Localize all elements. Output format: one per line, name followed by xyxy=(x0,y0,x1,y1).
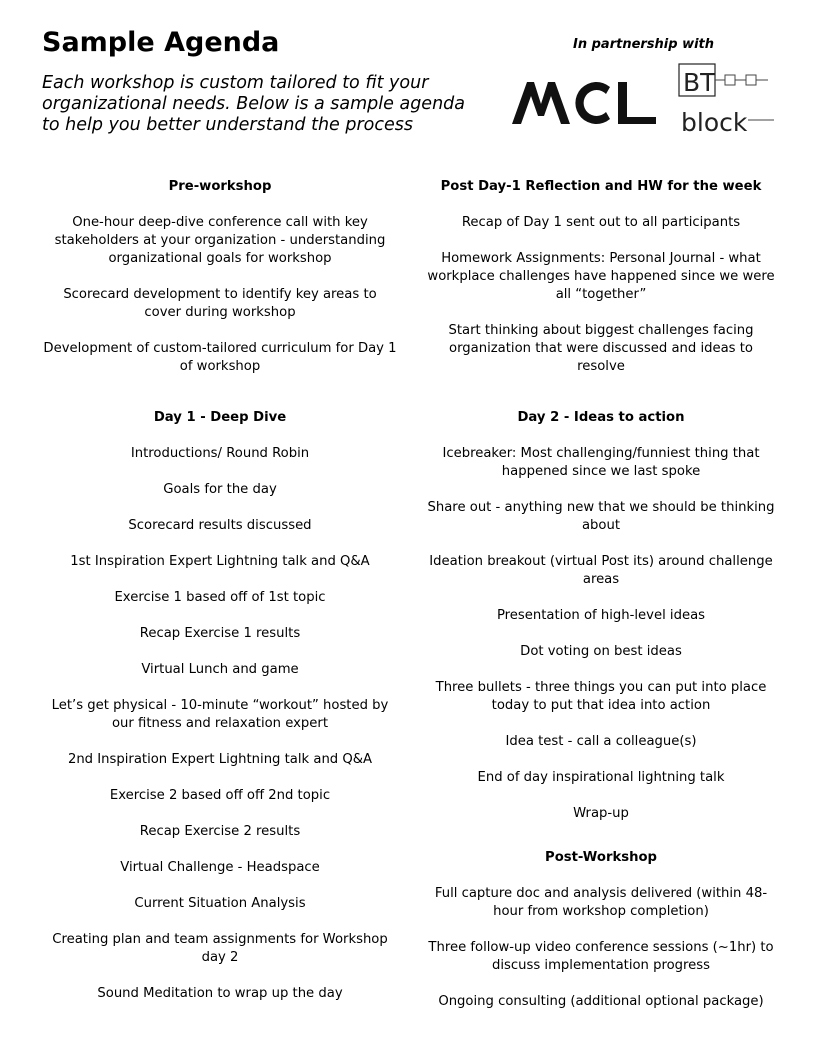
post-workshop-item: Three follow-up video conference sessions (~1hr) to discuss implementation progress xyxy=(428,940,774,973)
partnership-label: In partnership with xyxy=(573,37,715,52)
day2-item: Ideation breakout (virtual Post its) around challenge areas xyxy=(429,554,773,587)
day2-item: Wrap-up xyxy=(573,806,629,821)
day1-item: Exercise 1 based off of 1st topic xyxy=(114,590,326,605)
day1-heading: Day 1 - Deep Dive xyxy=(153,410,287,425)
day1-item: Recap Exercise 1 results xyxy=(139,626,301,641)
day2-item: Three bullets - three things you can put into place today to put that idea into action xyxy=(435,680,767,713)
day2-heading: Day 2 - Ideas to action xyxy=(517,410,685,425)
day1-item: Introductions/ Round Robin xyxy=(130,446,310,461)
post-day1-heading: Post Day-1 Reflection and HW for the week xyxy=(440,179,762,194)
day2-item: Icebreaker: Most challenging/funniest thing that happened since we last spoke xyxy=(442,446,760,479)
pre-workshop-item: Development of custom-tailored curriculum for Day 1 of workshop xyxy=(43,341,397,374)
pre-workshop-heading: Pre-workshop xyxy=(168,179,272,194)
day1-item: Scorecard results discussed xyxy=(128,518,312,533)
post-day1-item: Recap of Day 1 sent out to all participants xyxy=(461,215,741,230)
bt-block-logo xyxy=(678,62,778,136)
post-day1-item: Homework Assignments: Personal Journal - what workplace challenges have happened since we were all “together” xyxy=(427,251,775,302)
bt-logo-text: BT xyxy=(683,68,716,97)
pre-workshop-item: One-hour deep-dive conference call with key stakeholders at your organization - understanding organizational goals for workshop xyxy=(54,215,386,266)
day1-item: Current Situation Analysis xyxy=(134,896,306,911)
day2-item: Share out - anything new that we should be thinking about xyxy=(427,500,775,533)
block-logo-text: block xyxy=(681,108,748,136)
day1-item: 2nd Inspiration Expert Lightning talk and Q&A xyxy=(67,752,373,767)
post-workshop-heading: Post-Workshop xyxy=(545,850,657,865)
day2-item: End of day inspirational lightning talk xyxy=(477,770,725,785)
post-workshop-item: Full capture doc and analysis delivered (within 48-hour from workshop completion) xyxy=(434,886,768,919)
post-day1-item: Start thinking about biggest challenges facing organization that were discussed and ideas to resolve xyxy=(448,323,754,374)
pre-workshop-item: Scorecard development to identify key areas to cover during workshop xyxy=(63,287,377,320)
day1-item: Goals for the day xyxy=(163,482,277,497)
day1-item: 1st Inspiration Expert Lightning talk and Q&A xyxy=(70,554,370,569)
day1-item: Let’s get physical - 10-minute “workout” hosted by our fitness and relaxation expert xyxy=(51,698,389,731)
page-subtitle: Each workshop is custom tailored to fit your organizational needs. Below is a sample agenda to help you better understand the process xyxy=(42,73,465,135)
day1-item: Sound Meditation to wrap up the day xyxy=(97,986,343,1001)
page-title: Sample Agenda xyxy=(42,27,280,58)
mcl-logo xyxy=(510,80,662,126)
day1-item: Recap Exercise 2 results xyxy=(139,824,301,839)
day2-item: Presentation of high-level ideas xyxy=(496,608,706,623)
post-workshop-item: Ongoing consulting (additional optional package) xyxy=(438,994,764,1009)
day2-item: Idea test - call a colleague(s) xyxy=(505,734,697,749)
day1-item: Virtual Challenge - Headspace xyxy=(120,860,320,875)
day1-item: Virtual Lunch and game xyxy=(141,662,299,677)
day1-item: Creating plan and team assignments for Workshop day 2 xyxy=(52,932,388,965)
day1-item: Exercise 2 based off off 2nd topic xyxy=(109,788,331,803)
day2-item: Dot voting on best ideas xyxy=(520,644,682,659)
